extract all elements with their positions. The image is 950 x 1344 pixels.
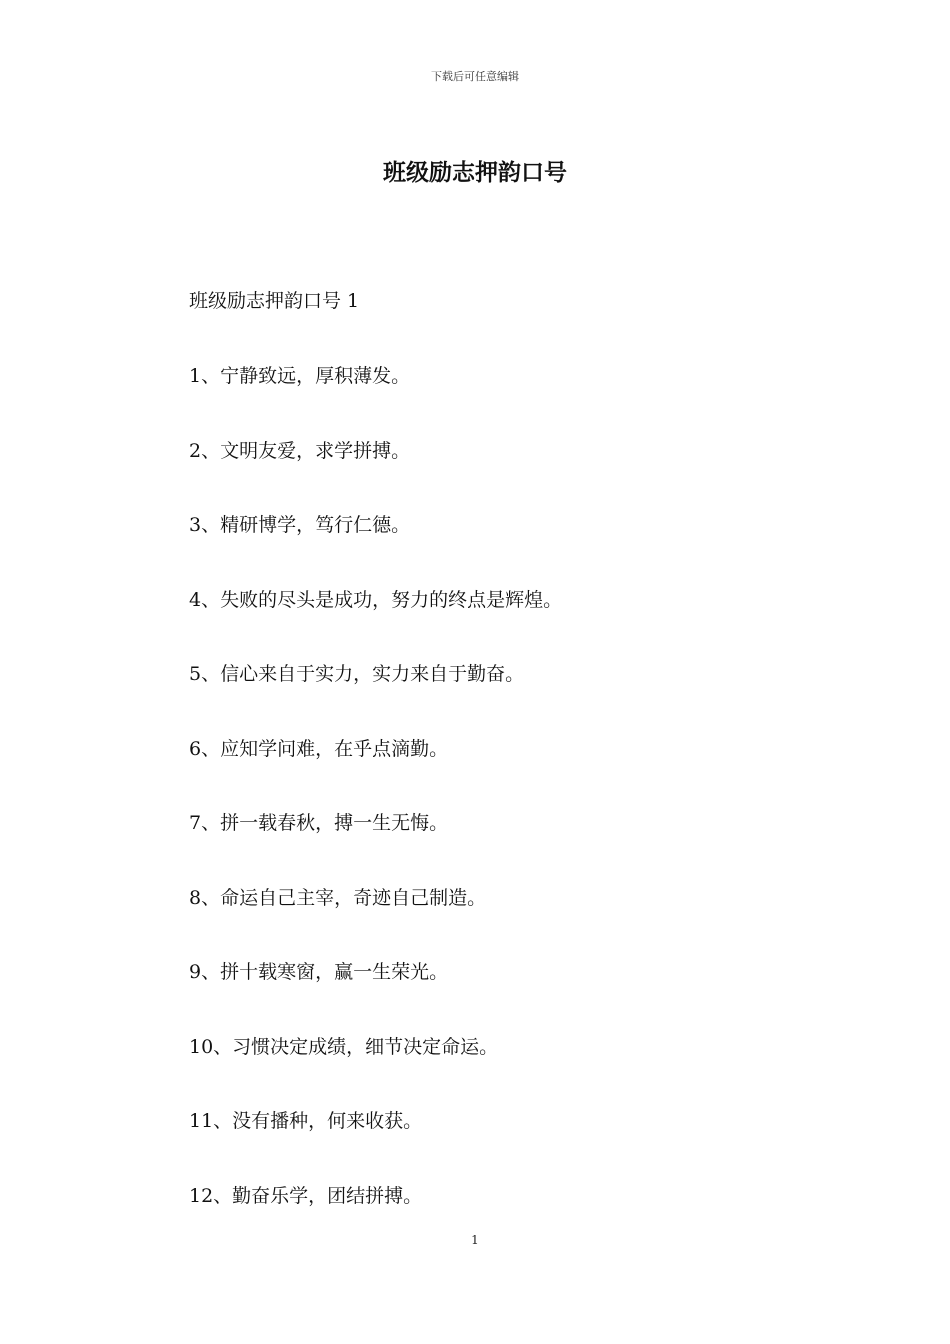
- section-heading: 班级励志押韵口号 1: [189, 290, 360, 312]
- list-item: 2、文明友爱，求学拼搏。: [189, 439, 411, 462]
- list-item: 6、应知学问难，在乎点滴勤。: [189, 737, 449, 760]
- page-number: 1: [471, 1233, 479, 1247]
- list-item: 4、失败的尽头是成功，努力的终点是辉煌。: [189, 588, 563, 611]
- list-item: 8、命运自己主宰，奇迹自己制造。: [189, 886, 487, 909]
- list-item: 3、精研博学，笃行仁德。: [189, 514, 411, 536]
- list-item: 10、习惯决定成绩，细节决定命运。: [189, 1035, 499, 1058]
- list-item: 9、拼十载寒窗，赢一生荣光。: [189, 961, 449, 983]
- list-item: 5、信心来自于实力，实力来自于勤奋。: [189, 663, 525, 685]
- list-item: 12、勤奋乐学，团结拼搏。: [189, 1184, 423, 1207]
- list-item: 7、拼一载春秋，搏一生无悔。: [189, 812, 449, 834]
- slogan-list: [189, 362, 562, 1256]
- header-note: 下载后可任意编辑: [431, 70, 519, 83]
- list-item: 1、宁静致远，厚积薄发。: [189, 365, 411, 387]
- page-title: 班级励志押韵口号: [383, 159, 567, 186]
- list-item: 11、没有播种，何来收获。: [189, 1110, 423, 1132]
